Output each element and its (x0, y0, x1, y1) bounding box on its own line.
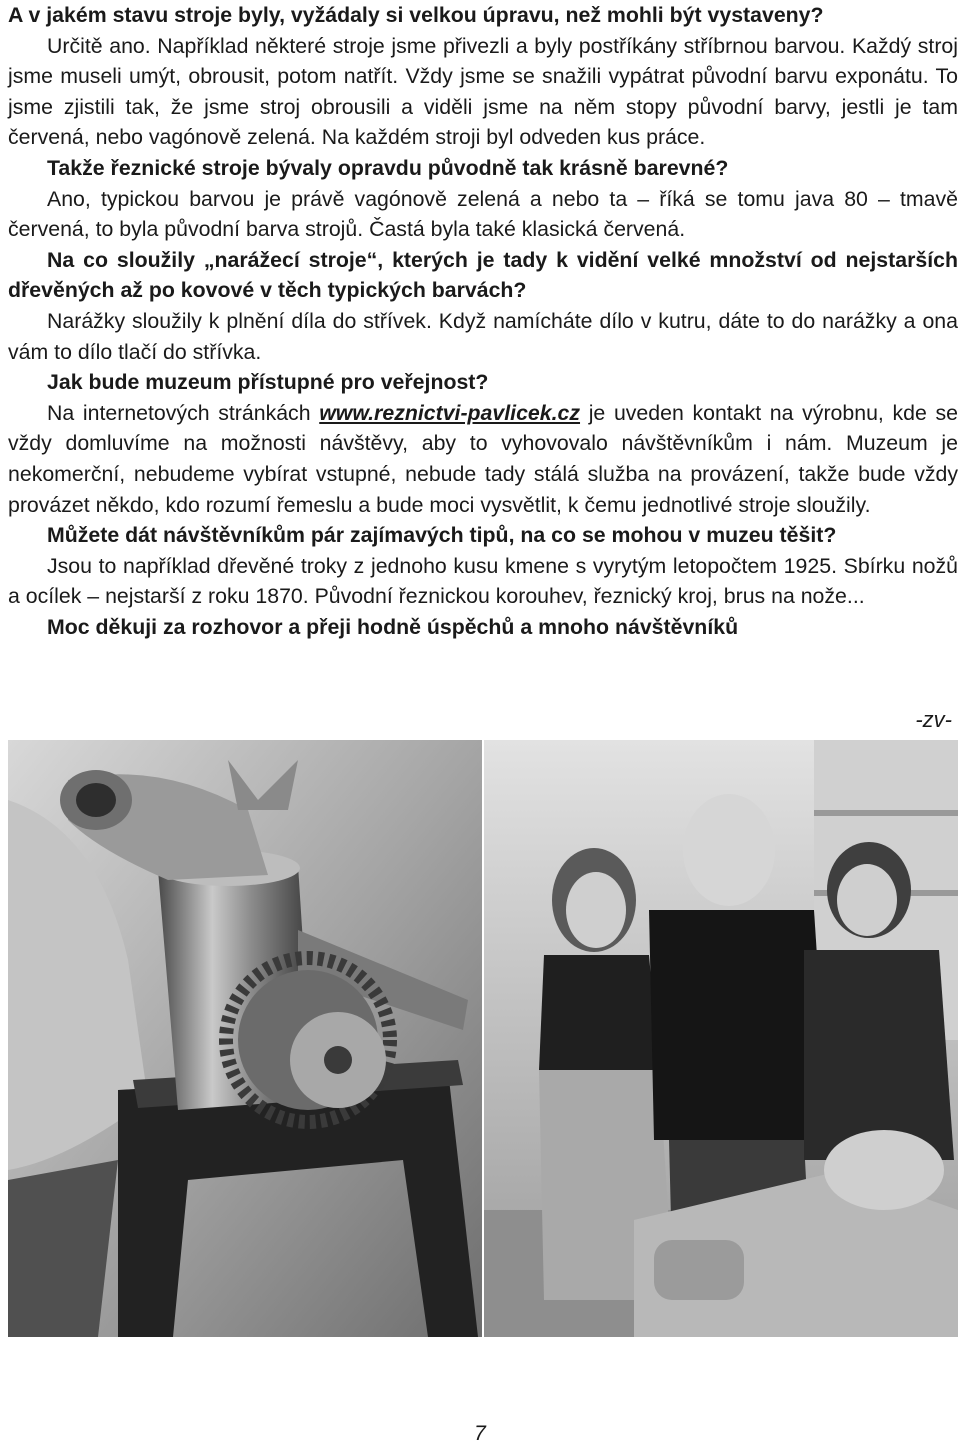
website-link[interactable]: www.reznictvi-pavlicek.cz (319, 400, 581, 425)
answer-3: Narážky sloužily k plnění díla do střívek. Když namícháte dílo v kutru, dáte to do narážky a ona vám to dílo tlačí do střívka. (8, 308, 958, 364)
question-2: Takže řeznické stroje bývaly opravdu původně tak krásně barevné? (47, 155, 729, 180)
meat-grinder-illustration (8, 740, 482, 1337)
article-body (8, 0, 958, 642)
photo-meat-grinder (8, 740, 482, 1337)
author-signature: -zv- (915, 707, 952, 732)
question-3: Na co sloužily „narážecí stroje“, kterých je tady k vidění velké množství od nejstarších dřevěných až po kovové v těch typických barvách? (8, 247, 958, 303)
answer-2: Ano, typickou barvou je právě vagónově zelená a nebo ta – říká se tomu java 80 – tmavě červená, to byla původní barva strojů. Častá byla také klasická červená. (8, 186, 958, 242)
museum-people-illustration (484, 740, 958, 1337)
question-4: Jak bude muzeum přístupné pro veřejnost? (47, 370, 489, 395)
answer-4: Na internetových stránkách www.reznictvi-pavlicek.cz je uveden kontakt na výrobnu, kde se vždy domluvíme na možnosti návštěvy, aby to vyhovovalo návštěvníkům i nám. Muzeum je nekomerční, nebudeme vybírat vstupné, nebude tady stálá služba na provázení, takže bude vždy provázet někdo, kdo rozumí řemeslu a bude moci vysvětlit, k čemu jednotlivé stroje sloužily. (8, 400, 959, 517)
closing-line: Moc děkuji za rozhovor a přeji hodně úspěchů a mnoho návštěvníků (47, 614, 739, 639)
answer-5: Jsou to například dřevěné troky z jednoho kusu kmene s vyrytým letopočtem 1925. Sbírku nožů a ocílek – nejstarší z roku 1870. Původní řeznickou korouhev, řeznický kroj, brus na nože... (8, 553, 958, 609)
question-1: A v jakém stavu stroje byly, vyžádaly si velkou úpravu, než mohli být vystaveny? (8, 3, 824, 27)
page-number: 7 (474, 1422, 486, 1445)
answer-1: Určitě ano. Například některé stroje jsme přivezli a byly postříkány stříbrnou barvou. Každý stroj jsme museli umýt, obrousit, potom natřít. Vždy jsme se snažili vypátrat původní barvu exponátu. To jsme zjistili tak, že jsme stroj obrousili a viděli jsme na něm stopy původní barvy, jestli je tam červená, nebo vagónově zelená. Na každém stroji byl odveden kus práce. (8, 33, 958, 150)
question-5: Můžete dát návštěvníkům pár zajímavých tipů, na co se mohou v muzeu těšit? (47, 523, 837, 548)
photo-museum-owners (484, 740, 958, 1337)
